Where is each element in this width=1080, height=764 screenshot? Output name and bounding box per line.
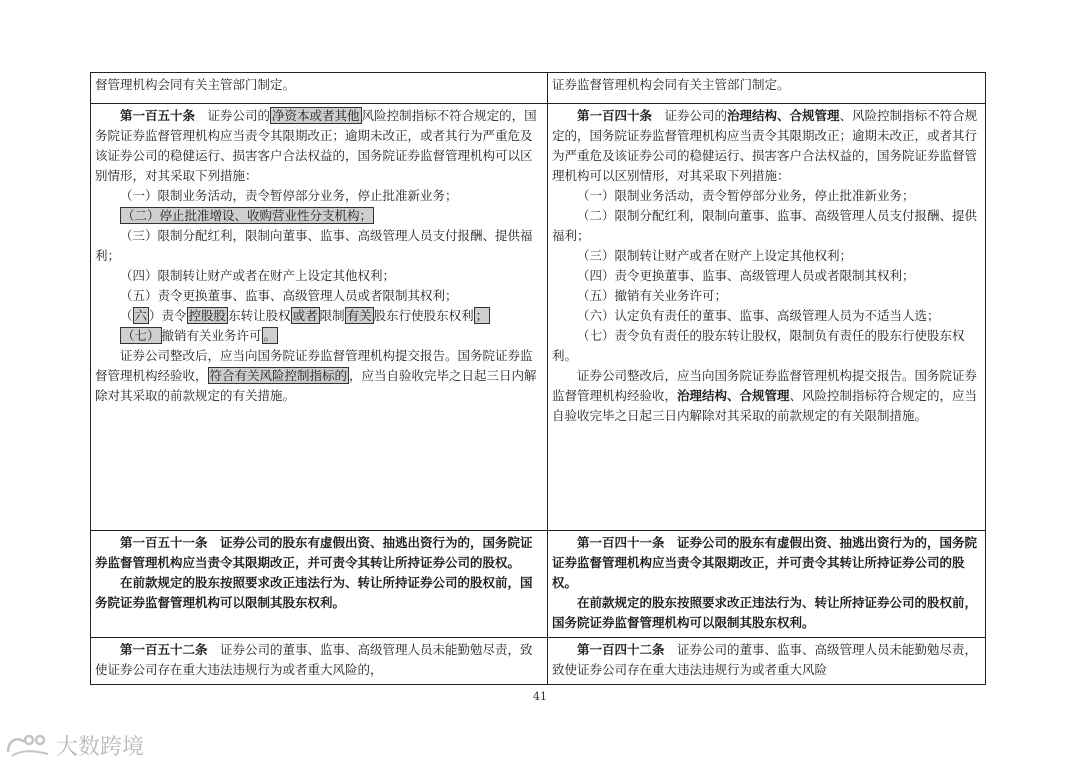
text: 东转让股权 [228, 308, 291, 323]
highlight: 或者 [292, 308, 318, 323]
paragraph: 在前款规定的股东按照要求改正违法行为、转让所持证券公司的股权前，国务院证券监督管理机构可以限制其股东权利。 [552, 595, 978, 630]
paragraph: 在前款规定的股东按照要求改正违法行为、转让所持证券公司的股权前，国务院证券监督管理机构可以限制其股东权利。 [95, 575, 533, 610]
list-item: （七）责令负有责任的股东转让股权，限制负有责任的股东行使股东权利。 [552, 328, 965, 363]
list-item: （三）限制分配红利，限制向董事、监事、高级管理人员支付报酬、提供福利； [95, 228, 533, 263]
article-heading: 第一百五十一条 [120, 535, 208, 550]
list-item: （一）限制业务活动，责令暂停部分业务，停止批准新业务； [577, 188, 915, 203]
text: 证券公司的股东有虚假出资、抽逃出资行为的，国务院证券监督管理机构应当责令其限期改正，并可责令其转让所持证券公司的股权。 [95, 535, 533, 570]
paragraph [552, 533, 981, 593]
cell-article-142 [548, 638, 986, 685]
text: 股东行使股东权利 [373, 308, 474, 323]
cell-article-141 [548, 531, 986, 638]
list-item: （一）限制业务活动，责令暂停部分业务，停止批准新业务； [120, 188, 458, 203]
highlight: ； [475, 308, 489, 323]
text: 证券公司的董事、监事、高级管理人员未能勤勉尽责，致使证券公司存在重大违法违规行为或者重大风险 [552, 642, 978, 677]
highlight: 控股股 [188, 308, 227, 323]
cell-article-152 [91, 638, 548, 685]
highlight: （二）停止批准增设、收购营业性分支机构； [122, 208, 373, 223]
highlight: 净资本或者其他 [272, 108, 360, 123]
list-item: （四）责令更换董事、监事、高级管理人员或者限制其权利； [577, 268, 915, 283]
cell-article-150 [91, 104, 548, 531]
watermark-logo-icon [4, 730, 52, 760]
text-top-left: 督管理机构会同有关主管部门制定。 [95, 77, 296, 92]
paragraph [552, 106, 981, 186]
text-top-right: 证券监督管理机构会同有关主管部门制定。 [552, 77, 790, 92]
text: 证券公司的 [664, 108, 728, 123]
watermark [4, 727, 144, 763]
text: ）责令 [149, 308, 187, 323]
paragraph [95, 106, 543, 186]
list-item: （三）限制转让财产或者在财产上设定其他权利； [577, 248, 853, 263]
text: 证券公司的 [207, 108, 271, 123]
watermark-text: 大数跨境 [56, 734, 145, 760]
paragraph [95, 640, 543, 680]
page-number: 41 [533, 690, 547, 703]
bold-text: 治理结构、合规管理 [677, 388, 790, 403]
text: 、风险控制指标不符合规定的，国务院证券监督管理机构应当责令其限期改正；逾期未改正，或者其行为严重危及该证券公司的稳健运行、损害客户合法权益的，国务院证券监督管理机构可以区别情形，对其采取下列措施： [552, 108, 978, 183]
article-heading: 第一百四十条 [577, 108, 653, 123]
cell-article-140 [548, 104, 986, 531]
list-item: （五）责令更换董事、监事、高级管理人员或者限制其权利； [120, 288, 458, 303]
text: 证券公司整改后，应当向国务院证券监督管理机构提交报告。国务院证券监督管理机构经验收， [552, 368, 978, 403]
comparison-table [90, 72, 986, 685]
highlight: （七） [122, 328, 160, 343]
cell-top-left [91, 73, 548, 104]
list-item: （四）限制转让财产或者在财产上设定其他权利； [120, 268, 396, 283]
paragraph [95, 346, 543, 406]
text: 限制 [319, 308, 345, 323]
text: 证券公司整改后，应当向国务院证券监督管理机构提交报告。国务院证券监督管理机构经验收， [95, 348, 533, 383]
article-heading: 第一百四十二条 [577, 642, 665, 657]
text: ，应当自验收完毕之日起三日内解除对其采取的前款规定的有关措施。 [95, 368, 537, 403]
article-heading: 第一百五十二条 [120, 642, 208, 657]
highlight: 符合有关风险控制指标的 [209, 368, 348, 383]
list-item: （六）认定负有责任的董事、监事、高级管理人员为不适当人选； [577, 308, 940, 323]
article-heading: 第一百四十一条 [577, 535, 665, 550]
list-item [95, 326, 543, 346]
article-heading: 第一百五十条 [120, 108, 196, 123]
highlight: 六 [134, 308, 148, 323]
list-item: （五）撤销有关业务许可； [577, 288, 728, 303]
bold-text: 治理结构、合规管理 [727, 108, 840, 123]
text: 风险控制指标不符合规定的，国务院证券监督管理机构应当责令其限期改正；逾期未改正，或者其行为严重危及该证券公司的稳健运行、损害客户合法权益的，国务院证券监督管理机构可以区别情形，对其采取下列措施： [95, 108, 537, 183]
paragraph [552, 640, 981, 680]
cell-top-right [548, 73, 986, 104]
list-item [95, 306, 543, 326]
list-item [95, 206, 543, 226]
text: 、风险控制指标符合规定的，应当自验收完毕之日起三日内解除对其采取的前款规定的有关限制措施。 [552, 388, 978, 423]
text: （ [120, 308, 133, 323]
list-item: （二）限制分配红利，限制向董事、监事、高级管理人员支付报酬、提供福利； [552, 208, 978, 243]
text: 证券公司的股东有虚假出资、抽逃出资行为的，国务院证券监督管理机构应当责令其限期改正，并可责令其转让所持证券公司的股权。 [552, 535, 978, 590]
paragraph [95, 533, 543, 573]
text: 撤销有关业务许可 [161, 328, 262, 343]
text: 证券公司的董事、监事、高级管理人员未能勤勉尽责，致使证券公司存在重大违法违规行为或者重大风险的， [95, 642, 533, 677]
highlight: 。 [263, 328, 277, 343]
paragraph [552, 366, 981, 426]
highlight: 有关 [346, 308, 372, 323]
cell-article-151 [91, 531, 548, 638]
